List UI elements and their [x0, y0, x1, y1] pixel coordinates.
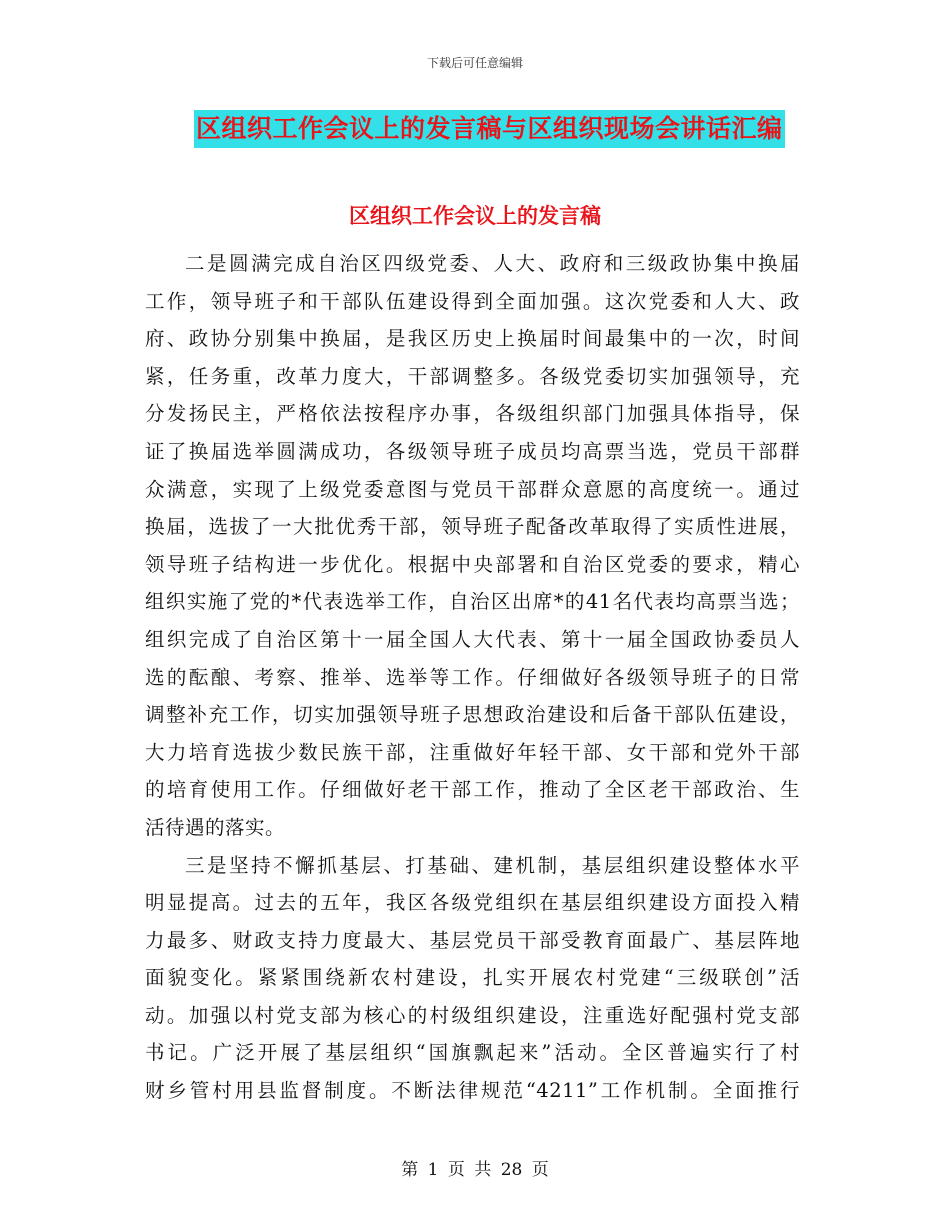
paragraph-line: 组织实施了党的*代表选举工作，自治区出席*的41名代表均高票当选； [145, 590, 800, 614]
page-number: 第 1 页 共 28 页 [401, 1160, 549, 1180]
paragraph-line: 选的酝酿、考察、推举、选举等工作。仔细做好各级领导班子的日常 [145, 665, 800, 689]
section-title: 区组织工作会议上的发言稿 [349, 204, 601, 228]
paragraph-line: 证了换届选举圆满成功，各级领导班子成员均高票当选，党员干部群 [145, 439, 800, 463]
paragraph-line: 书记。广泛开展了基层组织“国旗飘起来”活动。全区普遍实行了村 [145, 1041, 800, 1065]
paragraph-line: 三是坚持不懈抓基层、打基础、建机制，基层组织建设整体水平 [185, 853, 800, 877]
paragraph-line: 面貌变化。紧紧围绕新农村建设，扎实开展农村党建“三级联创”活 [145, 966, 800, 990]
paragraph-line: 府、政协分别集中换届，是我区历史上换届时间最集中的一次，时间 [145, 327, 800, 351]
paragraph-line: 的培育使用工作。仔细做好老干部工作，推动了全区老干部政治、生 [145, 778, 800, 802]
paragraph-line: 紧，任务重，改革力度大，干部调整多。各级党委切实加强领导，充 [145, 364, 800, 388]
paragraph-line: 换届，选拔了一大批优秀干部，领导班子配备改革取得了实质性进展， [145, 515, 800, 539]
paragraph-line: 大力培育选拔少数民族干部，注重做好年轻干部、女干部和党外干部 [145, 740, 800, 764]
body-text [145, 245, 800, 1110]
paragraph-line: 众满意，实现了上级党委意图与党员干部群众意愿的高度统一。通过 [145, 477, 800, 501]
paragraph-line: 组织完成了自治区第十一届全国人大代表、第十一届全国政协委员人 [145, 627, 800, 651]
paragraph-line: 分发扬民主，严格依法按程序办事，各级组织部门加强具体指导，保 [145, 402, 800, 426]
paragraph-line: 二是圆满完成自治区四级党委、人大、政府和三级政协集中换届 [185, 252, 800, 275]
paragraph-line: 活待遇的落实。 [145, 815, 286, 839]
paragraph-line: 财乡管村用县监督制度。不断法律规范“4211”工作机制。全面推行 [145, 1079, 800, 1103]
document-title: 区组织工作会议上的发言稿与区组织现场会讲话汇编 [194, 110, 785, 148]
paragraph-line: 力最多、财政支持力度最大、基层党员干部受教育面最广、基层阵地 [145, 928, 800, 952]
paragraph-line: 工作，领导班子和干部队伍建设得到全面加强。这次党委和人大、政 [145, 289, 800, 313]
paragraph-line: 动。加强以村党支部为核心的村级组织建设，注重选好配强村党支部 [145, 1003, 800, 1027]
header-note: 下载后可任意编辑 [426, 56, 523, 70]
paragraph-line: 领导班子结构进一步优化。根据中央部署和自治区党委的要求，精心 [145, 552, 800, 576]
paragraph-line: 明显提高。过去的五年，我区各级党组织在基层组织建设方面投入精 [145, 891, 800, 915]
paragraph-line: 调整补充工作，切实加强领导班子思想政治建设和后备干部队伍建设， [145, 703, 800, 727]
